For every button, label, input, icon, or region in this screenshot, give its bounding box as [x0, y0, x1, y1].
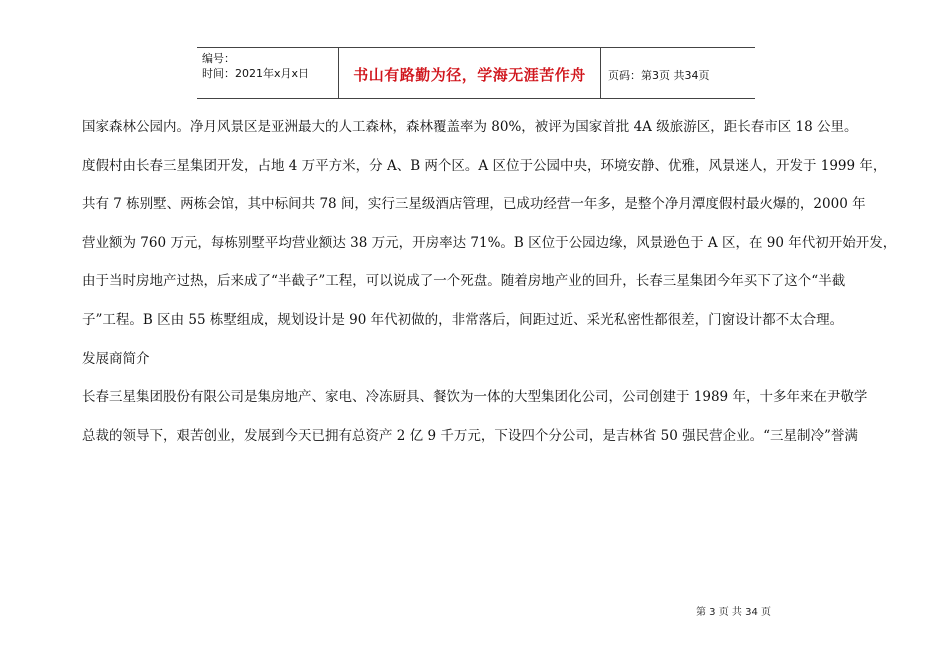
header-page-code: 页码：第3页 共34页 [608, 68, 710, 82]
page-header [197, 47, 755, 99]
text-line: 总裁的领导下，艰苦创业，发展到今天已拥有总资产 2 亿 9 千万元，下设四个分公司，是吉林省 50 强民营企业。“三星制冷”誉满 [82, 427, 858, 444]
text-line: 长春三星集团股份有限公司是集房地产、家电、冷冻厨具、餐饮为一体的大型集团化公司，公司创建于 1989 年，十多年来在尹敬学 [82, 389, 868, 406]
section-heading: 发展商简介 [82, 350, 150, 367]
header-meta-cell [197, 48, 339, 98]
text-line: 国家森林公园内。净月风景区是亚洲最大的人工森林，森林覆盖率为 80%，被评为国家首批 4A 级旅游区，距长春市区 18 公里。 [82, 119, 858, 135]
text-line: 子”工程。B 区由 55 栋墅组成，规划设计是 90 年代初做的，非常落后，间距过近、采光私密性都很差，门窗设计都不太合理。 [82, 311, 844, 328]
text-line: 由于当时房地产过热，后来成了“半截子”工程，可以说成了一个死盘。随着房地产业的回升，长春三星集团今年买下了这个“半截 [82, 273, 846, 290]
text-line: 共有 7 栋别墅、两栋会馆，其中标间共 78 间，实行三星级酒店管理，已成功经营一年多，是整个净月潭度假村最火爆的，2000 年 [82, 196, 866, 213]
text-line: 度假村由长春三星集团开发，占地 4 万平方米，分 A、B 两个区。A 区位于公园中央，环境安静、优雅，风景迷人，开发于 1999 年， [82, 157, 887, 174]
text-line: 营业额为 760 万元，每栋别墅平均营业额达 38 万元，开房率达 71%。B 区位于公园边缘，风景逊色于 A 区，在 90 年代初开始开发， [82, 234, 897, 251]
document-body [82, 116, 897, 463]
document-number-label: 编号： [202, 52, 235, 65]
page-footer: 第 3 页 共 34 页 [696, 607, 771, 618]
document-time-label: 时间：2021年x月x日 [202, 67, 310, 80]
header-motto: 书山有路勤为径，学海无涯苦作舟 [339, 48, 601, 98]
